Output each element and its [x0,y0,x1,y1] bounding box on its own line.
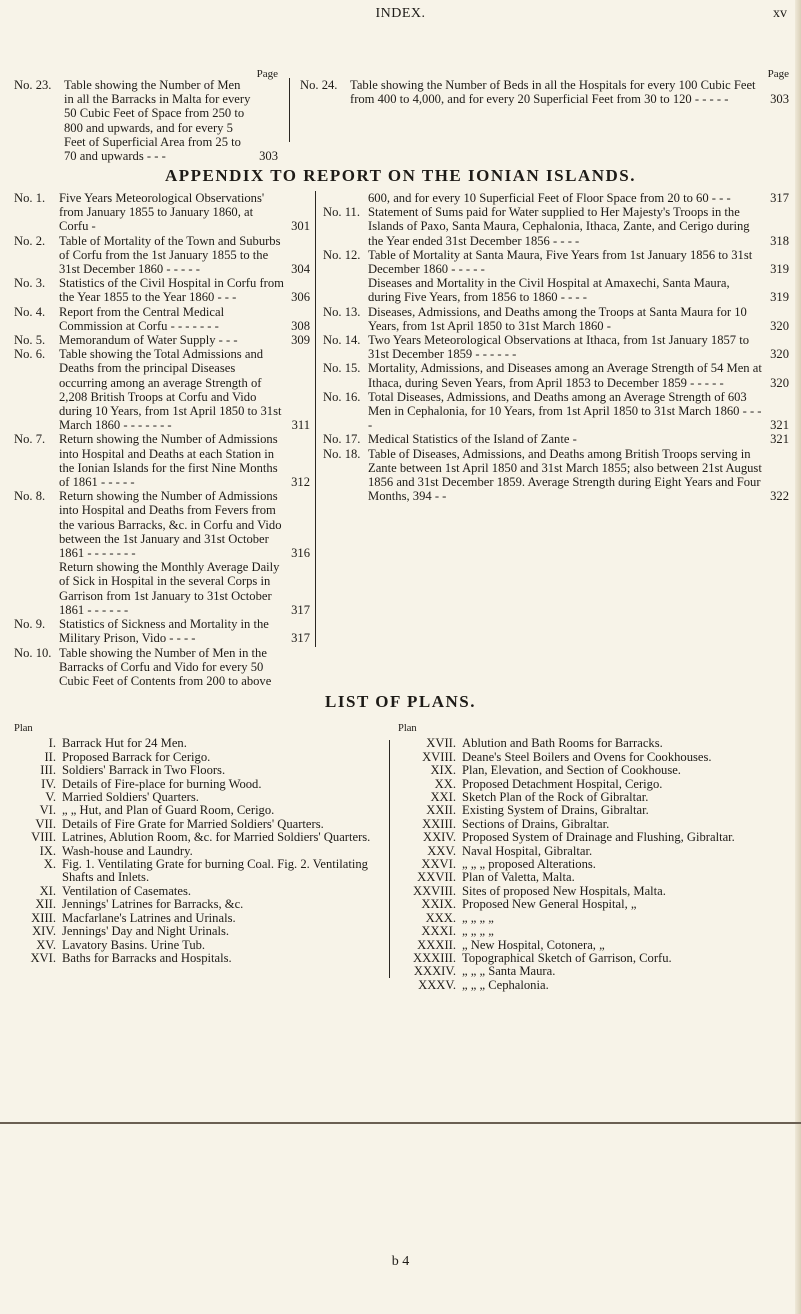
entry-title: Report from the Central Medical Commission at Corfu - - - - - - - [59,304,225,333]
plan-title: Sections of Drains, Gibraltar. [462,816,610,831]
plan-item [14,858,379,885]
plan-number: X. [43,857,56,872]
entry-number [14,560,59,617]
plan-item [14,818,379,831]
index-entry [300,78,789,106]
footer-rule [0,1122,801,1124]
index-entry [323,432,789,446]
plan-item [398,818,793,831]
plan-title: Proposed New General Hospital, „ [462,897,637,912]
entry-page: 304 [291,262,310,277]
entry-title: Table showing the Number of Beds in all the Hospitals for every 100 Cubic Feet from 400 to 4,000, and for every 20 Superficial Feet from 30 to 120 - - - - - [350,78,756,107]
entry-number: No. 14. [323,333,361,348]
entry-title: Return showing the Number of Admissions into Hospital and Deaths from Fevers from the various Barracks, &c. in Corfu and Vido between the 1st January and 31st October 1861 - - - - - - - [59,489,282,561]
entry-number: No. 11. [323,205,360,220]
entry-title: Statistics of Sickness and Mortality in the Military Prison, Vido - - - - [59,617,269,646]
page-edge [795,0,801,1314]
plan-title: „ „ „ Cephalonia. [462,977,549,992]
plan-item [398,845,793,858]
plan-item [398,979,793,992]
entry-title: Diseases and Mortality in the Civil Hospital at Amaxechi, Santa Maura, during Five Years, from 1856 to 1860 - - - - [368,276,730,305]
index-entry [14,617,310,645]
entry-title: Table showing the Total Admissions and Deaths from the principal Diseases occurring among an average Strength of 2,208 British Troops at Corfu and Vido during 10 Years, from 1st April 1850 to 31st March 1860 - - - - - - - [59,347,282,433]
plan-number: XXIV. [422,830,456,845]
page-col-label-right: Page [767,68,789,80]
plan-number: XXIII. [422,816,456,831]
entry-page: 318 [770,233,789,248]
plan-number: XVI. [30,950,56,965]
index-entry [14,560,310,617]
entry-page: 322 [770,489,789,504]
plan-col-label: Plan [398,723,417,734]
plan-item [398,778,793,791]
plan-number: XXV. [427,843,456,858]
plan-title: Soldiers' Barrack in Two Floors. [62,763,226,778]
index-entry [323,248,789,276]
plan-number: III. [40,763,56,778]
plan-item [398,965,793,978]
index-entry [323,361,789,389]
top-right-entries [300,78,789,106]
index-entry [323,390,789,433]
entry-title: Table showing the Number of Men in the Barracks of Corfu and Vido for every 50 Cubic Feet of Contents from 200 to above [59,645,272,688]
entry-number [323,191,368,205]
entry-page: 316 [291,546,310,561]
plan-item [398,885,793,898]
plan-number: I. [48,736,56,751]
entry-page: 321 [770,432,789,447]
plan-item [14,925,379,938]
plan-item [14,898,379,911]
entry-title: Diseases, Admissions, and Deaths among the Troops at Santa Maura for 10 Years, from 1st April 1850 to 31st March 1860 - [368,304,747,333]
plan-title: Jennings' Day and Night Urinals. [62,924,230,939]
entry-page: 311 [291,418,310,433]
entry-page: 317 [291,602,310,617]
plan-number: XXVII. [417,870,456,885]
entry-title: Total Diseases, Admissions, and Deaths among an Average Strength of 603 Men in Cephalonia, for 10 Years, from 1st April 1850 to 31st March 1860 - - - - [368,389,762,433]
plan-item [398,939,793,952]
plan-item [398,898,793,911]
plan-title: Baths for Barracks and Hospitals. [62,950,232,965]
plan-number: IV. [41,776,56,791]
plan-title: Details of Fire-place for burning Wood. [62,776,262,791]
index-entry [323,305,789,333]
plan-number: II. [44,749,56,764]
plan-number: XXXV. [418,977,456,992]
plan-item [14,831,379,844]
signature-mark: b 4 [391,1254,410,1269]
plan-item [14,912,379,925]
plan-title: Sketch Plan of the Rock of Gibraltar. [462,790,649,805]
plan-item [14,939,379,952]
plan-item [14,885,379,898]
plan-number: VIII. [31,830,56,845]
plan-number: XX. [434,776,456,791]
entry-number: No. 24. [300,78,338,92]
index-entry [14,305,310,333]
appendix-title: APPENDIX TO REPORT ON THE IONIAN ISLANDS. [164,166,637,185]
entry-page: 317 [770,191,789,205]
index-entry [14,234,310,277]
index-entry [14,276,310,304]
plan-item [398,925,793,938]
plan-item [14,751,379,764]
plan-title: Deane's Steel Boilers and Ovens for Cookhouses. [462,749,712,764]
plan-number: XXXIII. [412,950,456,965]
column-divider [289,78,290,142]
entry-page: 312 [291,475,310,490]
entry-title: Medical Statistics of the Island of Zante - [368,432,577,447]
column-divider [389,740,390,978]
plan-title: „ „ „ Santa Maura. [462,964,556,979]
entry-number: No. 6. [14,347,46,362]
plan-title: „ „ Hut, and Plan of Guard Room, Cerigo. [62,803,275,818]
plan-title: Proposed Detachment Hospital, Cerigo. [462,776,663,791]
plan-item [14,764,379,777]
entry-title: Table showing the Number of Men in all the Barracks in Malta for every 50 Cubic Feet of Space from 250 to 800 and upwards, and for every 5 Feet of Superficial Area from 25 to 70 and upwards - - - [64,78,251,164]
plan-title: Fig. 1. Ventilating Grate for burning Coal. Fig. 2. Ventilating Shafts and Inlets. [62,857,368,885]
entry-number: No. 18. [323,446,361,461]
entry-title: Return showing the Monthly Average Daily of Sick in Hospital in the several Corps in Garrison from 1st January to 31st October 1861 - - - - - - [59,560,280,617]
plan-number: XXII. [426,803,456,818]
index-entry [14,333,310,347]
plan-item [398,764,793,777]
entry-title: Two Years Meteorological Observations at Ithaca, from 1st January 1857 to 31st December 1859 - - - - - - [368,333,750,362]
index-entry [14,78,278,163]
index-entry [14,347,310,432]
entry-number: No. 16. [323,389,361,404]
entry-title: Table of Mortality at Santa Maura, Five Years from 1st January 1856 to 31st December 1860 - - - - - [368,247,753,277]
index-entry [14,191,310,234]
plan-number: XIV. [32,924,56,939]
plan-number: XI. [39,883,56,898]
plan-title: „ New Hospital, Cotonera, „ [462,937,605,952]
plan-title: Barrack Hut for 24 Men. [62,736,187,751]
plan-item [398,737,793,750]
entry-number: No. 3. [14,276,46,291]
entry-page: 303 [770,92,789,107]
entry-page: 303 [259,149,278,164]
plan-item [14,952,379,965]
plan-number: XXVI. [421,857,456,872]
column-divider [315,191,316,647]
plan-number: VI. [39,803,56,818]
entry-number: No. 17. [323,432,361,447]
entry-page: 308 [291,318,310,333]
appendix-left-column [14,191,310,688]
plans-left-column [14,722,379,965]
plan-number: XXXIV. [413,964,456,979]
entry-number: No. 1. [14,191,46,205]
page-number: xv [773,6,787,21]
entry-number: No. 23. [14,78,52,92]
plan-item [14,737,379,750]
top-left-entries [14,78,278,163]
plan-item [14,845,379,858]
entry-number: No. 15. [323,361,361,376]
plan-title: Details of Fire Grate for Married Soldiers' Quarters. [62,816,324,831]
plan-number: XIII. [31,910,56,925]
plan-title: Naval Hospital, Gibraltar. [462,843,593,858]
entry-number: No. 8. [14,489,46,504]
plans-right-column [398,722,793,992]
entry-title: Table of Mortality of the Town and Suburbs of Corfu from the 1st January 1855 to the 31st December 1860 - - - - - [59,233,281,277]
plan-title: Latrines, Ablution Room, &c. for Married Soldiers' Quarters. [62,830,371,845]
plan-item [398,831,793,844]
entry-number: No. 7. [14,432,46,447]
plan-number: XXX. [425,910,456,925]
appendix-right-column [323,191,789,503]
plan-number: XXXII. [417,937,456,952]
entry-title: Statement of Sums paid for Water supplied to Her Majesty's Troops in the Islands of Paxo, Santa Maura, Cephalonia, Ithaca, Zante, and Cerigo during the Year ended 31st December 1856 - - - - [368,205,750,248]
plan-number: XVIII. [422,749,456,764]
page-col-label-left: Page [256,68,278,80]
plan-number: XIX. [430,763,456,778]
plan-title: „ „ „ proposed Alterations. [462,857,596,872]
plan-title: Married Soldiers' Quarters. [62,790,199,805]
entry-title: Statistics of the Civil Hospital in Corfu from the Year 1855 to the Year 1860 - - - [59,276,284,305]
plan-number: XII. [35,897,56,912]
plan-number: V. [45,790,56,805]
entry-title: Memorandum of Water Supply - - - [59,333,238,348]
plan-title: Topographical Sketch of Garrison, Corfu. [462,950,672,965]
index-entry [323,205,789,248]
entry-page: 301 [291,219,310,234]
entry-page: 320 [770,318,789,333]
plan-title: Wash-house and Laundry. [62,843,193,858]
entry-number: No. 9. [14,617,46,632]
plan-title: Ventilation of Casemates. [62,883,192,898]
plan-item [14,804,379,817]
plan-number: XXXI. [421,924,456,939]
plan-title: „ „ „ „ [462,910,494,925]
plan-title: Plan of Valetta, Malta. [462,870,575,885]
index-entry [14,432,310,489]
plan-title: Ablution and Bath Rooms for Barracks. [462,736,663,751]
entry-number: No. 13. [323,304,361,319]
index-entry [323,333,789,361]
entry-title: Five Years Meteorological Observations' from January 1855 to January 1860, at Corfu - [59,191,265,234]
plan-number: XVII. [426,736,456,751]
plan-title: Plan, Elevation, and Section of Cookhouse. [462,763,681,778]
entry-number [323,276,368,304]
entry-page: 319 [770,290,789,305]
plan-title: Proposed Barrack for Cerigo. [62,749,211,764]
plan-number: XXIX. [421,897,456,912]
plan-item [14,778,379,791]
index-entry [14,646,310,689]
plan-item [398,912,793,925]
entry-title: Table of Diseases, Admissions, and Deaths among British Troops serving in Zante between 1st April 1850 and 31st March 1855; also between 21st August 1856 and 31st December 1859. Average Strength during Eight Years and Four Months, 394 - - [368,446,762,504]
entry-number: No. 2. [14,233,46,248]
index-entry [323,447,789,504]
entry-number: No. 5. [14,333,46,348]
plan-title: Proposed System of Drainage and Flushing, Gibraltar. [462,830,735,845]
plan-number: IX. [39,843,56,858]
index-entry [14,489,310,560]
plan-title: Lavatory Basins. Urine Tub. [62,937,206,952]
plan-title: Sites of proposed New Hospitals, Malta. [462,883,666,898]
entry-page: 320 [770,347,789,362]
plan-number: XV. [36,937,56,952]
plan-title: Existing System of Drains, Gibraltar. [462,803,649,818]
entry-page: 321 [770,418,789,433]
entry-page: 309 [291,333,310,348]
entry-page: 319 [770,262,789,277]
plan-item [398,791,793,804]
plan-title: „ „ „ „ [462,924,494,939]
entry-page: 320 [770,375,789,390]
plan-item [398,871,793,884]
entry-title: Mortality, Admissions, and Diseases among an Average Strength of 54 Men at Ithaca, during Seven Years, from April 1853 to December 1859 - - - - - [368,361,762,390]
plan-number: XXVIII. [412,883,456,898]
plan-item [398,858,793,871]
plan-col-label: Plan [14,723,33,734]
plan-item [14,791,379,804]
index-entry [323,191,789,205]
entry-number: No. 12. [323,247,361,262]
plan-title: Macfarlane's Latrines and Urinals. [62,910,236,925]
plan-item [398,804,793,817]
entry-title: Return showing the Number of Admissions into Hospital and Deaths at each Station in the Ionian Islands for the first Nine Months of 1861 - - - - - [59,432,278,490]
running-title: INDEX. [375,6,426,21]
plan-item [398,751,793,764]
plan-number: VII. [35,816,56,831]
entry-title: 600, and for every 10 Superficial Feet of Floor Space from 20 to 60 - - - [368,191,731,205]
plan-number: XXI. [430,790,456,805]
plan-item [398,952,793,965]
entry-number: No. 4. [14,304,46,319]
entry-page: 306 [291,290,310,305]
entry-number: No. 10. [14,645,52,660]
plan-title: Jennings' Latrines for Barracks, &c. [62,897,244,912]
entry-page: 317 [291,631,310,646]
index-entry [323,276,789,304]
plans-title: LIST OF PLANS. [325,692,476,711]
